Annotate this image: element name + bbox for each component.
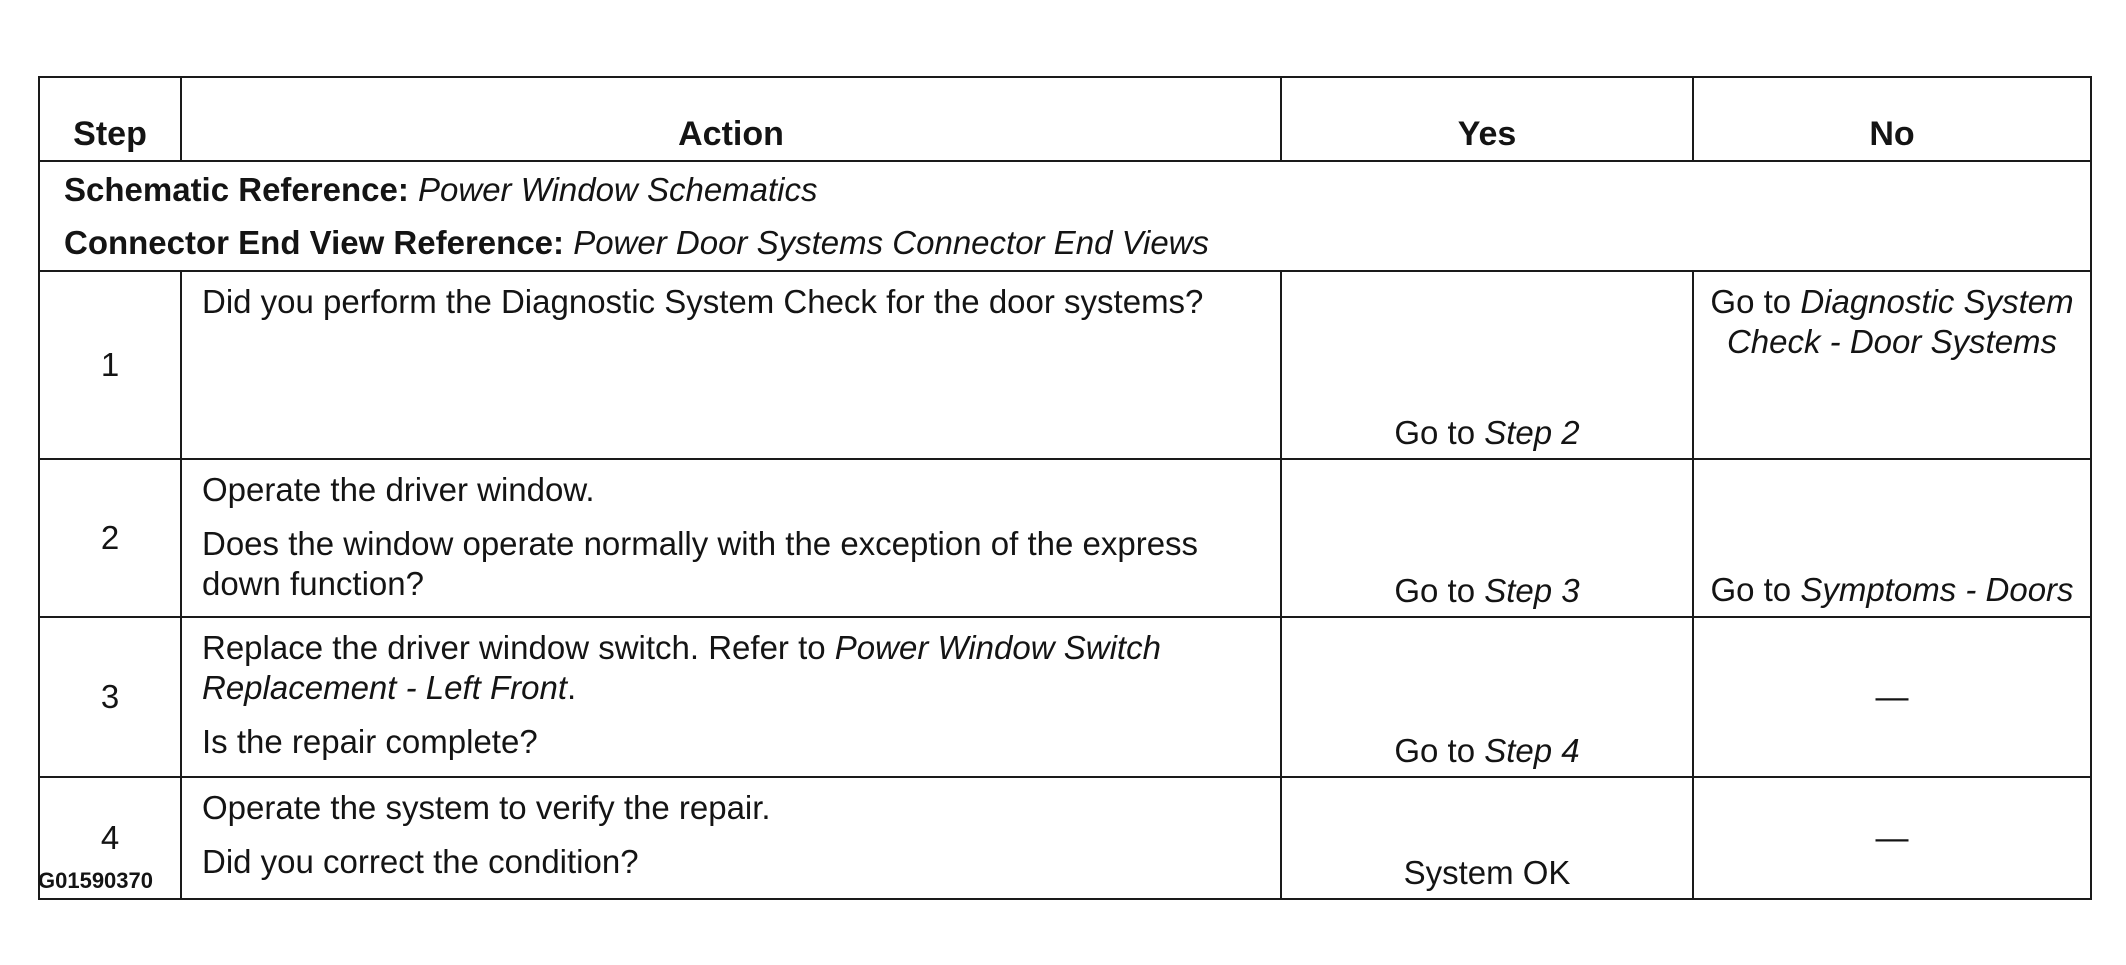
reference-row bbox=[39, 161, 2091, 271]
schematic-reference-label: Schematic Reference: bbox=[64, 171, 409, 208]
connector-reference-label: Connector End View Reference: bbox=[64, 224, 565, 261]
yes-cell: System OK bbox=[1281, 777, 1693, 899]
action-prefix: Replace the driver window switch. Refer to bbox=[202, 629, 835, 666]
yes-step-link[interactable]: Step 3 bbox=[1484, 572, 1580, 609]
step-number: 4 bbox=[39, 777, 181, 899]
no-cell: — bbox=[1693, 617, 2091, 777]
yes-cell bbox=[1281, 271, 1693, 459]
step-number: 1 bbox=[39, 271, 181, 459]
action-cell bbox=[181, 459, 1281, 617]
header-step: Step bbox=[39, 77, 181, 161]
action-question: Is the repair complete? bbox=[202, 723, 538, 760]
action-text: Did you perform the Diagnostic System Check for the door systems? bbox=[202, 283, 1204, 320]
action-question: Does the window operate normally with the exception of the express down function? bbox=[202, 525, 1199, 602]
header-no: No bbox=[1693, 77, 2091, 161]
action-question: Did you correct the condition? bbox=[202, 843, 639, 880]
action-suffix: . bbox=[567, 669, 577, 706]
reference-cell bbox=[39, 161, 2091, 271]
action-reference-link[interactable]: Power Window Switch Replacement - Left Front bbox=[202, 629, 1161, 706]
step-number: 3 bbox=[39, 617, 181, 777]
header-action: Action bbox=[181, 77, 1281, 161]
action-cell bbox=[181, 777, 1281, 899]
yes-prefix: Go to bbox=[1394, 732, 1485, 769]
action-text bbox=[202, 628, 1260, 708]
no-prefix: Go to bbox=[1710, 571, 1801, 608]
table-row bbox=[39, 271, 2091, 459]
yes-step-link[interactable]: Step 4 bbox=[1484, 732, 1580, 769]
connector-reference-link[interactable]: Power Door Systems Connector End Views bbox=[573, 224, 1210, 261]
action-cell bbox=[181, 271, 1281, 459]
schematic-reference-link[interactable]: Power Window Schematics bbox=[418, 171, 818, 208]
action-text: Operate the system to verify the repair. bbox=[202, 789, 771, 826]
yes-cell bbox=[1281, 617, 1693, 777]
header-yes: Yes bbox=[1281, 77, 1693, 161]
step-number: 2 bbox=[39, 459, 181, 617]
table-row bbox=[39, 459, 2091, 617]
action-cell bbox=[181, 617, 1281, 777]
no-link[interactable]: Symptoms - Doors bbox=[1800, 571, 2074, 608]
no-cell: — bbox=[1693, 777, 2091, 899]
yes-prefix: Go to bbox=[1394, 414, 1485, 451]
schematic-reference bbox=[64, 163, 2066, 216]
action-text: Operate the driver window. bbox=[202, 471, 595, 508]
yes-step-link[interactable]: Step 2 bbox=[1484, 414, 1580, 451]
diagnostic-table bbox=[38, 76, 2092, 900]
header-row bbox=[39, 77, 2091, 161]
no-cell bbox=[1693, 271, 2091, 459]
yes-prefix: Go to bbox=[1394, 572, 1485, 609]
table-row bbox=[39, 617, 2091, 777]
no-link[interactable]: Diagnostic System Check - Door Systems bbox=[1726, 283, 2074, 360]
no-prefix: Go to bbox=[1710, 283, 1801, 320]
no-cell bbox=[1693, 459, 2091, 617]
connector-reference bbox=[64, 216, 2066, 269]
table-row bbox=[39, 777, 2091, 899]
figure-id: G01590370 bbox=[38, 868, 153, 893]
yes-cell bbox=[1281, 459, 1693, 617]
